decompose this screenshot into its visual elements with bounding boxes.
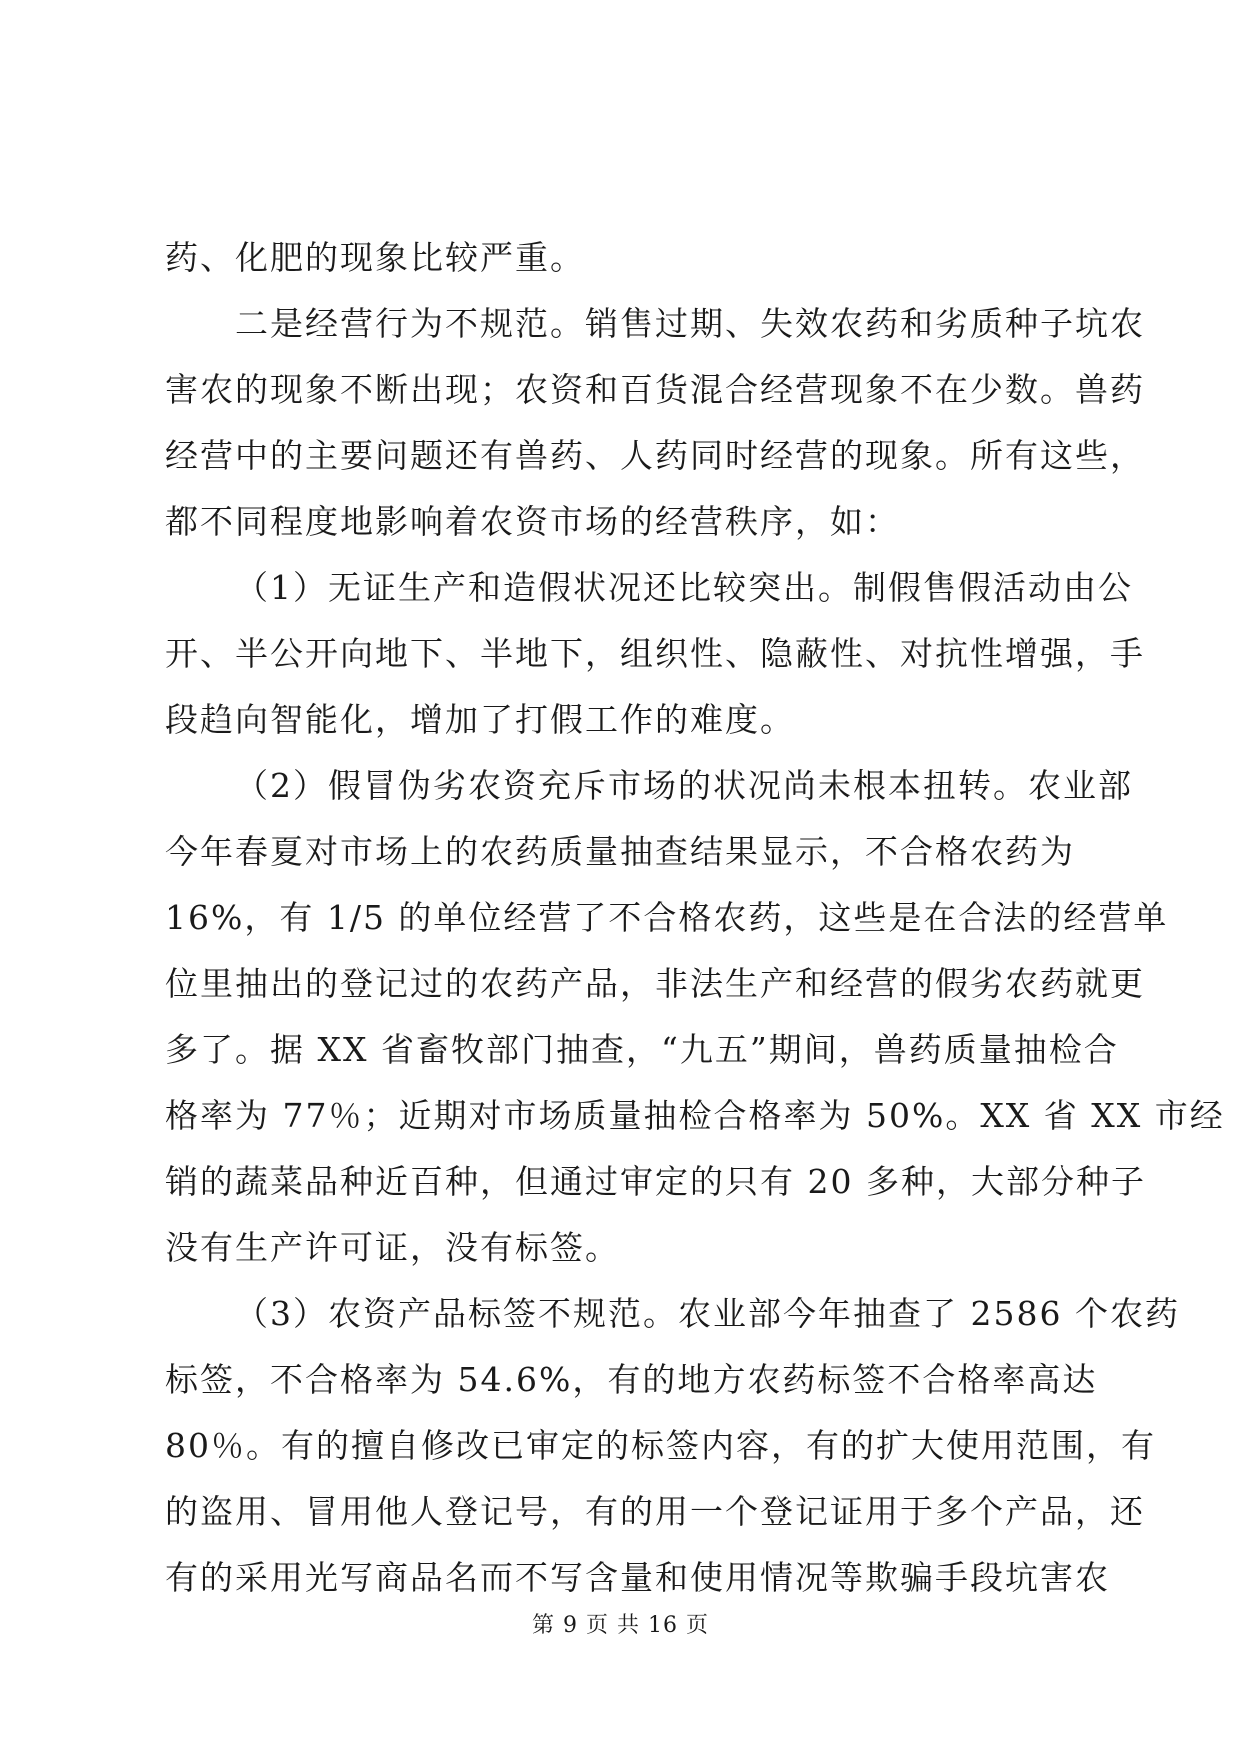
- text-line: 开、半公开向地下、半地下，组织性、隐蔽性、对抗性增强，手: [165, 634, 1145, 673]
- text-line: 有的采用光写商品名而不写含量和使用情况等欺骗手段坑害农: [165, 1558, 1110, 1597]
- text-line: 二是经营行为不规范。销售过期、失效农药和劣质种子坑农: [235, 304, 1145, 343]
- text-line: 位里抽出的登记过的农药产品，非法生产和经营的假劣农药就更: [165, 964, 1145, 1003]
- text-line: 多了。据 XX 省畜牧部门抽查，“九五”期间，兽药质量抽检合: [165, 1030, 1119, 1069]
- text-line: 80％。有的擅自修改已审定的标签内容，有的扩大使用范围，有: [165, 1426, 1156, 1465]
- text-line: 今年春夏对市场上的农药质量抽查结果显示，不合格农药为: [165, 832, 1075, 871]
- text-line: 销的蔬菜品种近百种，但通过审定的只有 20 多种，大部分种子: [165, 1162, 1146, 1201]
- text-line: 16%，有 1/5 的单位经营了不合格农药，这些是在合法的经营单: [165, 898, 1169, 937]
- text-line: 格率为 77％；近期对市场质量抽检合格率为 50%。XX 省 XX 市经: [165, 1096, 1225, 1135]
- document-body: [165, 225, 1225, 1611]
- text-line: （3）农资产品标签不规范。农业部今年抽查了 2586 个农药: [235, 1294, 1180, 1333]
- text-line: （1）无证生产和造假状况还比较突出。制假售假活动由公: [235, 568, 1133, 607]
- page-footer: [0, 1608, 1241, 1639]
- text-line: 没有生产许可证，没有标签。: [165, 1228, 620, 1267]
- text-line: 害农的现象不断出现；农资和百货混合经营现象不在少数。兽药: [165, 370, 1145, 409]
- text-line: 段趋向智能化，增加了打假工作的难度。: [165, 700, 795, 739]
- text-line: （2）假冒伪劣农资充斥市场的状况尚未根本扭转。农业部: [235, 766, 1133, 805]
- page-number: 第 9 页 共 16 页: [532, 1613, 709, 1638]
- text-line: 药、化肥的现象比较严重。: [165, 238, 585, 277]
- text-line: 都不同程度地影响着农资市场的经营秩序，如：: [165, 502, 900, 541]
- text-line: 标签，不合格率为 54.6%，有的地方农药标签不合格率高达: [165, 1360, 1098, 1399]
- text-line: 经营中的主要问题还有兽药、人药同时经营的现象。所有这些，: [165, 436, 1145, 475]
- text-line: 的盗用、冒用他人登记号，有的用一个登记证用于多个产品，还: [165, 1492, 1145, 1531]
